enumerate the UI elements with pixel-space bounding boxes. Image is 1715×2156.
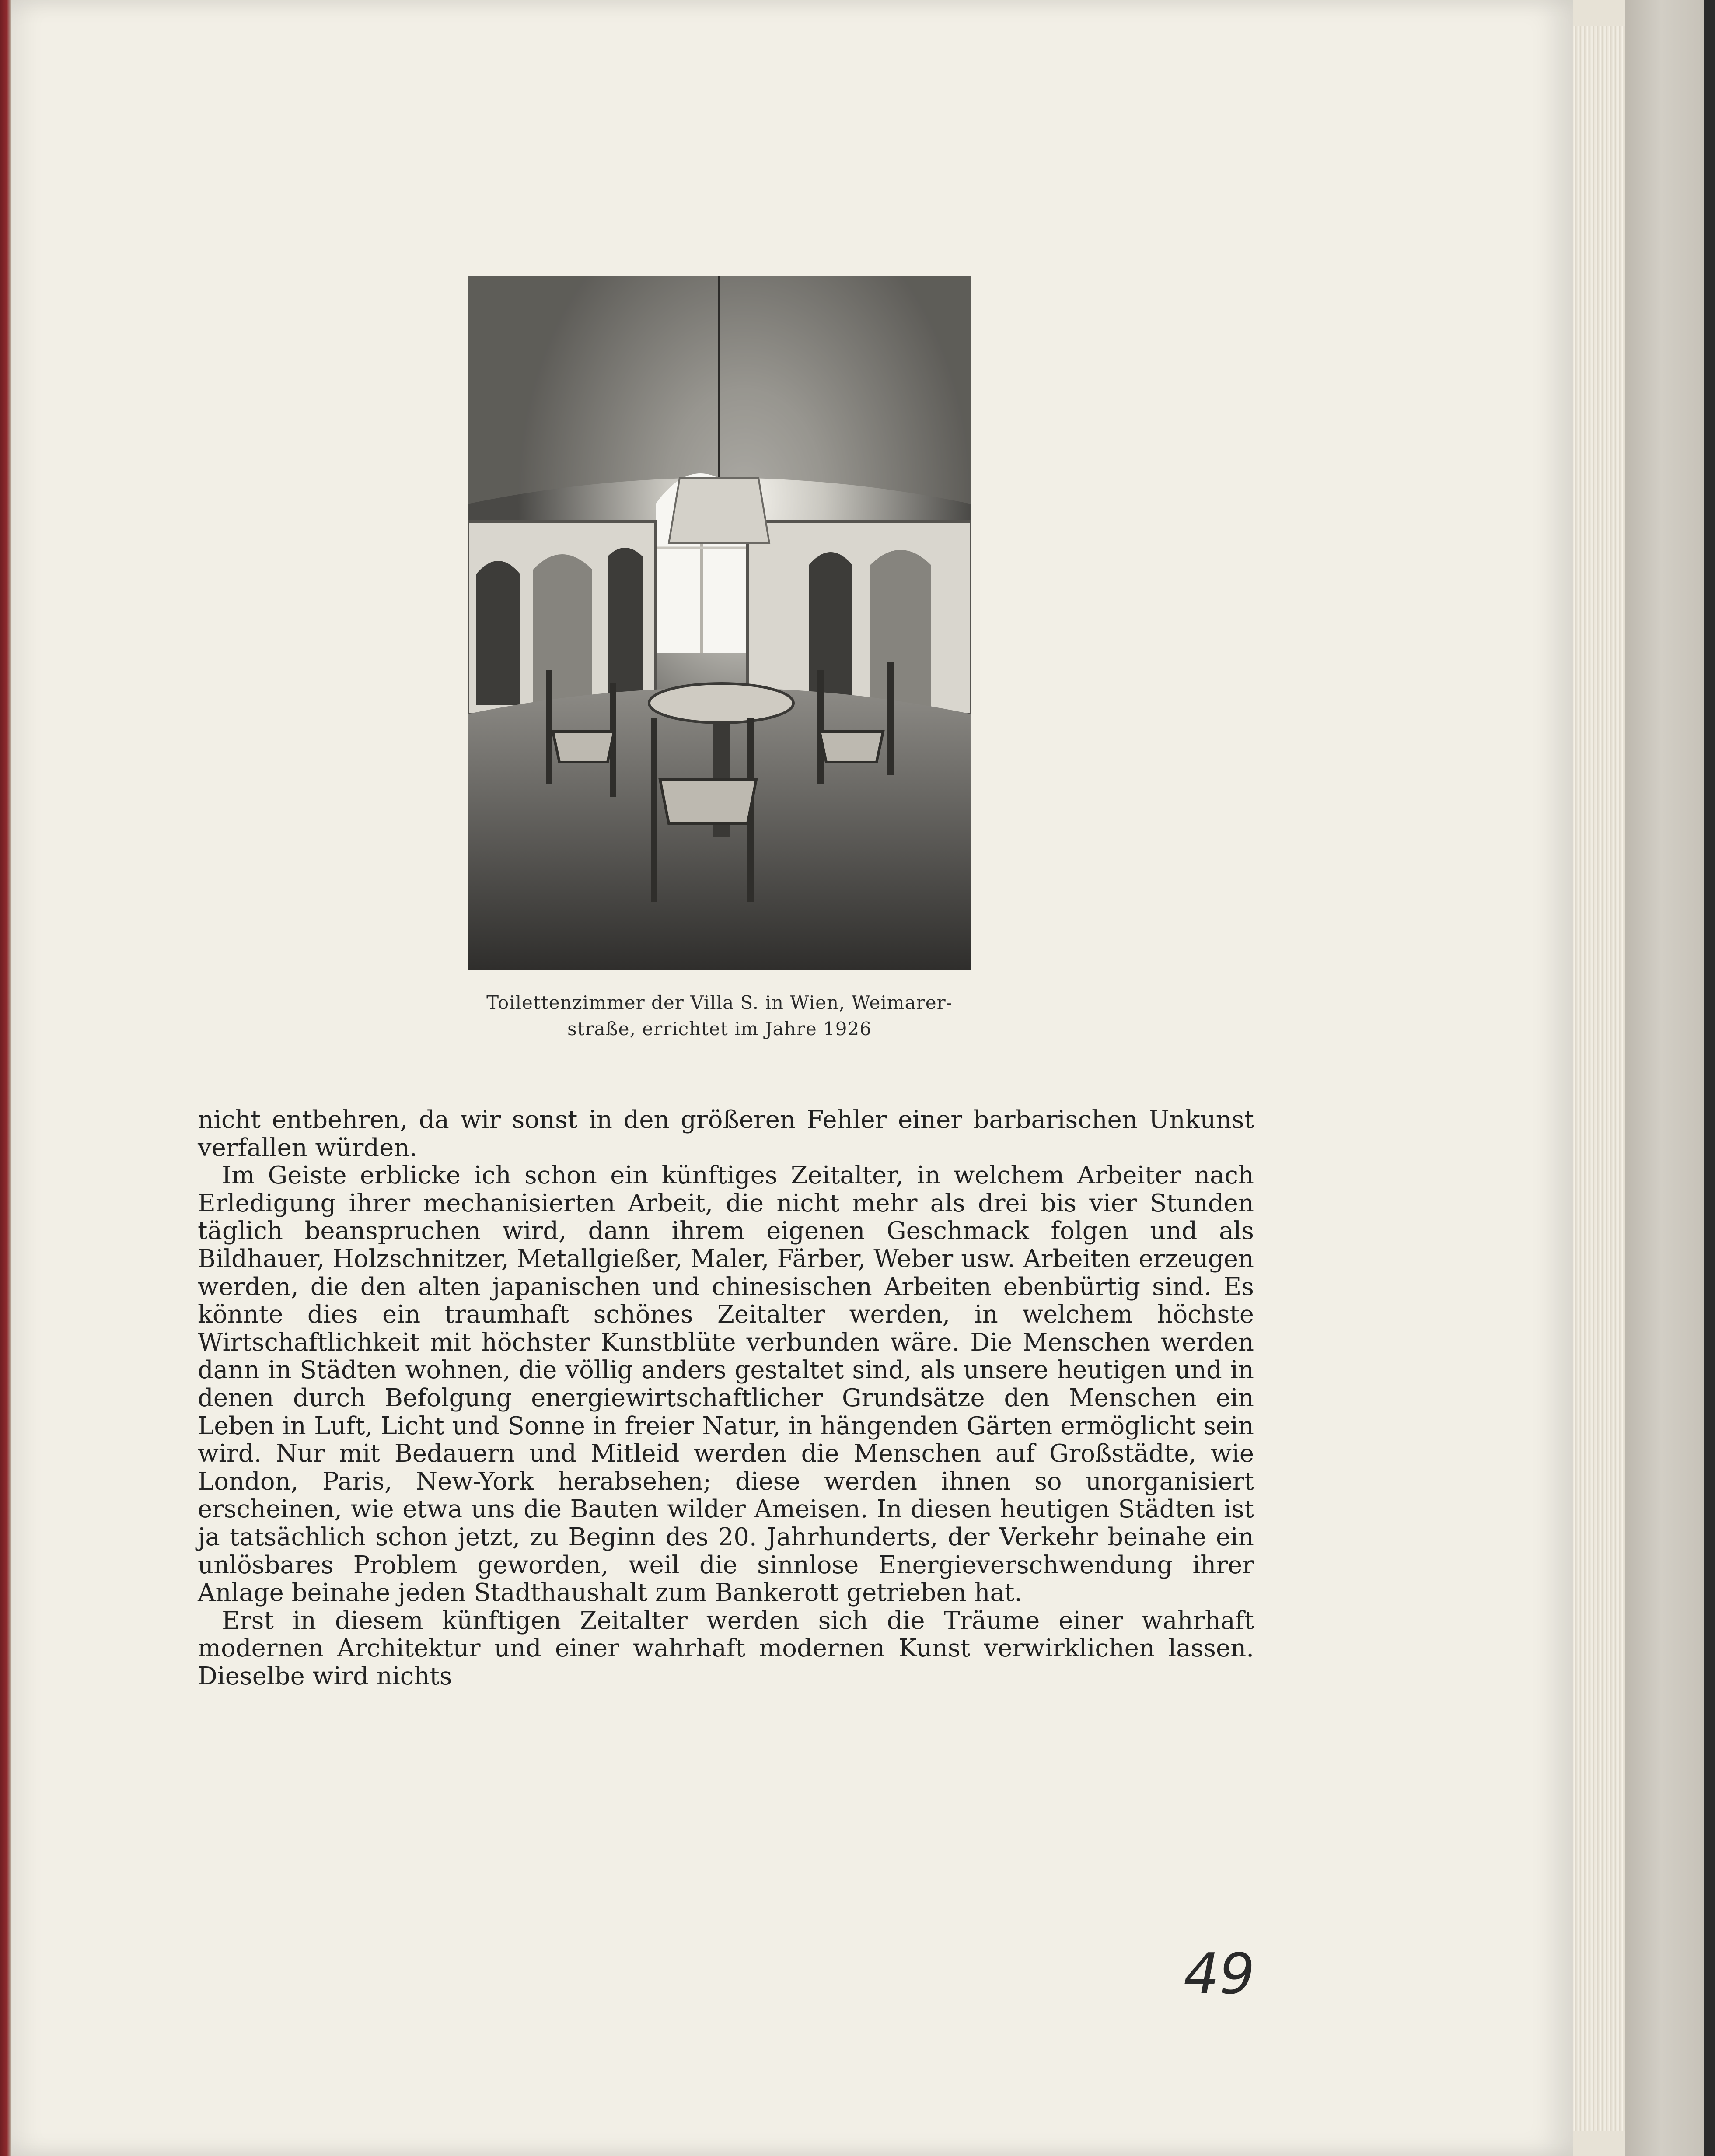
figure-caption (451, 990, 988, 1042)
body-text (198, 1106, 1254, 1690)
paragraph-2: Im Geiste erblicke ich schon ein künftiges Zeitalter, in welchem Arbeiter nach Erledigung ihrer mechanisierten Arbeit, die nicht mehr als drei bis vier Stunden täglich beanspruchen wird, dann ihrem eigenen Geschmack folgen und als Bildhauer, Holzschnitzer, Metallgießer, Maler, Färber, Weber usw. Arbeiten erzeugen werden, die den alten japanischen und chinesischen Arbeiten ebenbürtig sind. Es könnte dies ein traumhaft schönes Zeitalter werden, in welchem höchste Wirtschaftlichkeit mit höchster Kunstblüte verbunden wäre. Die Menschen werden dann in Städten wohnen, die völlig anders gestaltet sind, als unsere heutigen und in denen durch Befolgung energiewirtschaftlicher Grundsätze den Menschen ein Leben in Luft, Licht und Sonne in freier Natur, in hängenden Gärten ermöglicht sein wird. Nur mit Bedauern und Mitleid werden die Menschen auf Großstädte, wie London, Paris, New-York herabsehen; diese werden ihnen so unorganisiert erscheinen, wie etwa uns die Bauten wilder Ameisen. In diesen heutigen Städten ist ja tatsächlich schon jetzt, zu Beginn des 20. Jahrhunderts, der Verkehr beinahe ein unlösbares Problem geworden, weil die sinnlose Energieverschwendung ihrer Anlage beinahe jeden Stadthaushalt zum Bankerott getrieben hat. (198, 1161, 1254, 1607)
book-cover-right (1625, 0, 1715, 2156)
paragraph-1: nicht entbehren, da wir sonst in den größeren Fehler einer barbarischen Unkunst verfallen würden. (198, 1106, 1254, 1162)
caption-line-2: straße, errichtet im Jahre 1926 (567, 1018, 872, 1040)
page-number: 49 (1184, 1942, 1255, 2007)
paragraph-3: Erst in diesem künftigen Zeitalter werden sich die Träume einer wahrhaft modernen Architektur und einer wahrhaft modernen Kunst verwirklichen lassen. Dieselbe wird nichts (198, 1606, 1254, 1690)
photograph-toilet-room (468, 276, 971, 970)
book-spine-left (0, 0, 11, 2156)
page-edges (1573, 26, 1626, 2131)
caption-line-1: Toilettenzimmer der Villa S. in Wien, Weimarer- (486, 992, 953, 1013)
room-photo-illustration (468, 276, 971, 970)
